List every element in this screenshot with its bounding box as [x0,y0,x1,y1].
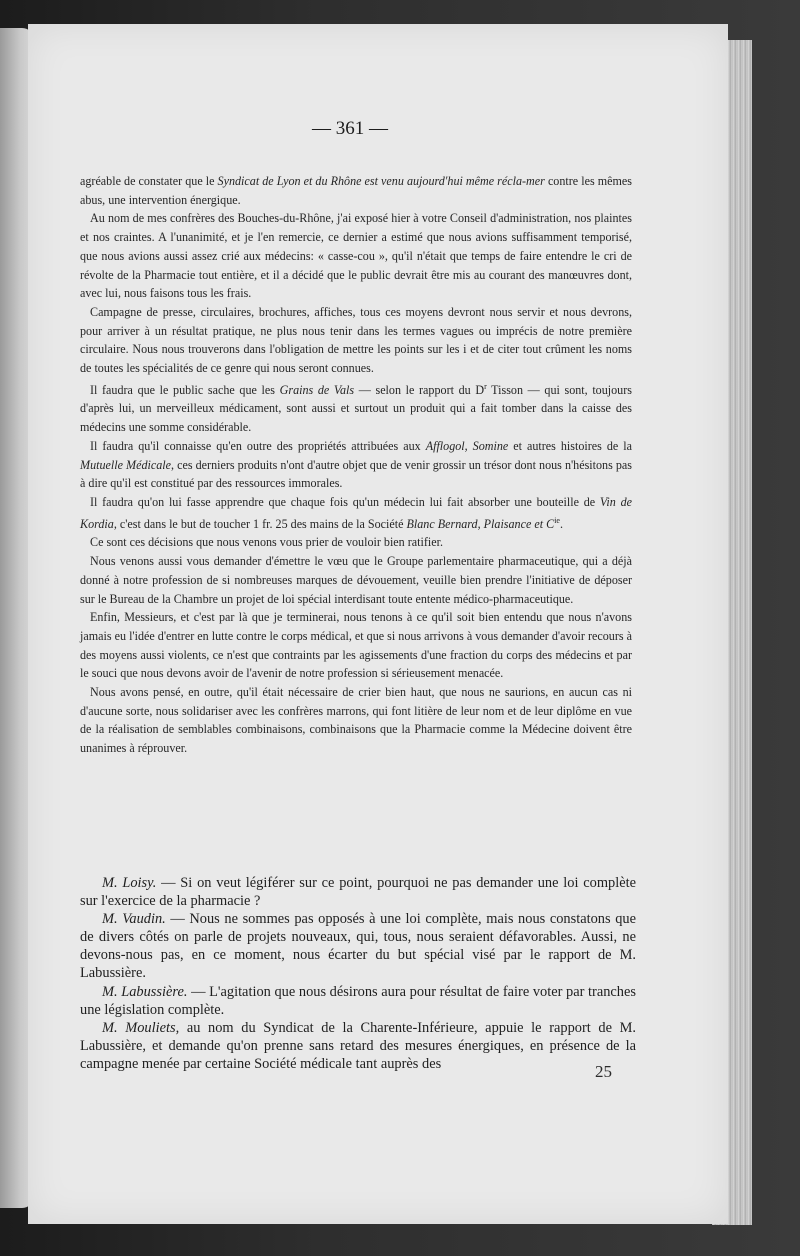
paragraph-1: agréable de constater que le Syndicat de Lyon et du Rhône est venu aujourd'hui même récla-mer contre les mêmes abus, une intervention énergique. [80,174,632,207]
speaker-name: M. Vaudin. [102,911,166,928]
speaker-name: M. Labussière. [102,983,188,1000]
paragraph-3: Campagne de presse, circulaires, brochures, affiches, tous ces moyens devront nous servir et nous devrons, pour arriver à un résultat pratique, ne plus nous tenir dans les termes vagues ou imprécis de notre première circulaire. Nous nous trouverons dans l'obligation de mettre les points sur les i et de citer tout crûment les noms de toutes les spécialités de ce genre qui nous seront connues. [80,304,632,376]
speaker-paragraph: M. Vaudin. — Nous ne sommes pas opposés à une loi complète, mais nous constatons que de divers côtés on parle de projets nouveaux, qui, tous, nous seraient défavorables. Aussi, ne devons-nous pas, en ce moment, nous écarter du but spécial visé par le rapport de M. Labussière. [80,911,636,982]
circular-text [80,172,632,758]
page-number: — 361 — [312,118,388,139]
speaker-name: M. Mouliets, [102,1019,180,1036]
paragraph-4: Il faudra que le public sache que les Grains de Vals — selon le rapport du $D^r$ Tisson — qui sont, toujours d'après lui, un merveilleux médicament, sont aussi et surtout un produit qui a fait tomber dans la caisse des médecins une somme considérable. [80,381,632,435]
paragraph-2: Au nom de mes confrères des Bouches-du-Rhône, j'ai exposé hier à votre Conseil d'administration, nos plaintes et nos craintes. A l'unanimité, et je l'en remercie, ce dernier a estimé que nous avions suffisamment temporisé, que nous avions aussi assez crié aux médecins: « casse-cou », qu'il n'était que temps de faire entendre le cri de révolte de la Pharmacie tout entière, et il a décidé que le public devrait être mis au courant des manœuvres dont, avec lui, nous faisons tous les frais. [80,211,632,301]
speaker-name: M. Loisy. [102,875,157,891]
paragraph-5: Il faudra qu'il connaisse qu'en outre des propriétés attribuées aux Afflogol, Somine et autres histoires de la Mutuelle Médicale, ces derniers produits n'ont d'autre objet que de venir grossir un trésor dont nous n'hésitons pas à dire qu'il est constitué par des ressources immorales. [80,438,632,491]
speaker-paragraph: M. Loisy. — Si on veut légiférer sur ce point, pourquoi ne pas demander une loi complète sur l'exercice de la pharmacie ? [80,875,636,910]
speaker-paragraph: M. Labussière. — L'agitation que nous désirons aura pour résultat de faire voter par tranches une législation complète. [80,983,636,1018]
speaker-paragraph: M. Mouliets, au nom du Syndicat de la Charente-Inférieure, appuie le rapport de M. Labussière, et demande qu'on prenne sans retard des mesures énergiques, en présence de la campagne menée par certaine Société médicale tant auprès des [80,1019,636,1072]
paragraph-8: Nous venons aussi vous demander d'émettre le vœu que le Groupe parlementaire pharmaceutique, qui a déjà donné à notre profession de si nombreuses marques de dévouement, veuille bien prendre l'initiative de déposer sur le Bureau de la Chambre un projet de loi spécial interdisant toute entente médico-pharmaceutique. [80,554,632,606]
paragraph-7: Ce sont ces décisions que nous venons vous prier de vouloir bien ratifier. [90,535,443,550]
paragraph-9: Enfin, Messieurs, et c'est par là que je terminerai, nous tenons à ce qu'il soit bien entendu que nous n'avons jamais eu l'idée d'entrer en lutte contre le corps médical, et que si nous arrivons à vous demander d'avoir recours à des moyens aussi violents, ce n'est que contraints par les agissements d'une fraction du corps des médecins et par le souci que nous devons avoir de l'avenir de notre profession si sérieusement menacée. [80,610,632,681]
paragraph-6: Il faudra qu'on lui fasse apprendre que chaque fois qu'un médecin lui fait absorber une bouteille de Vin de Kordia, c'est dans le but de toucher 1 fr. 25 des mains de la Société Blanc Bernard, Plaisance et $C^{ie}$. [80,494,632,531]
signature-mark: 25 [595,1062,612,1081]
paragraph-10: Nous avons pensé, en outre, qu'il était nécessaire de crier bien haut, que nous ne saurions, en aucun cas ni d'aucune sorte, nous solidariser avec les confrères marrons, qui font litière de leur nom et de leur diplôme en vue de la réalisation de semblables combinaisons, combinaisons que la Pharmacie comme la Médecine doivent être unanimes à réprouver. [80,685,632,756]
discussion-text [80,874,636,1073]
